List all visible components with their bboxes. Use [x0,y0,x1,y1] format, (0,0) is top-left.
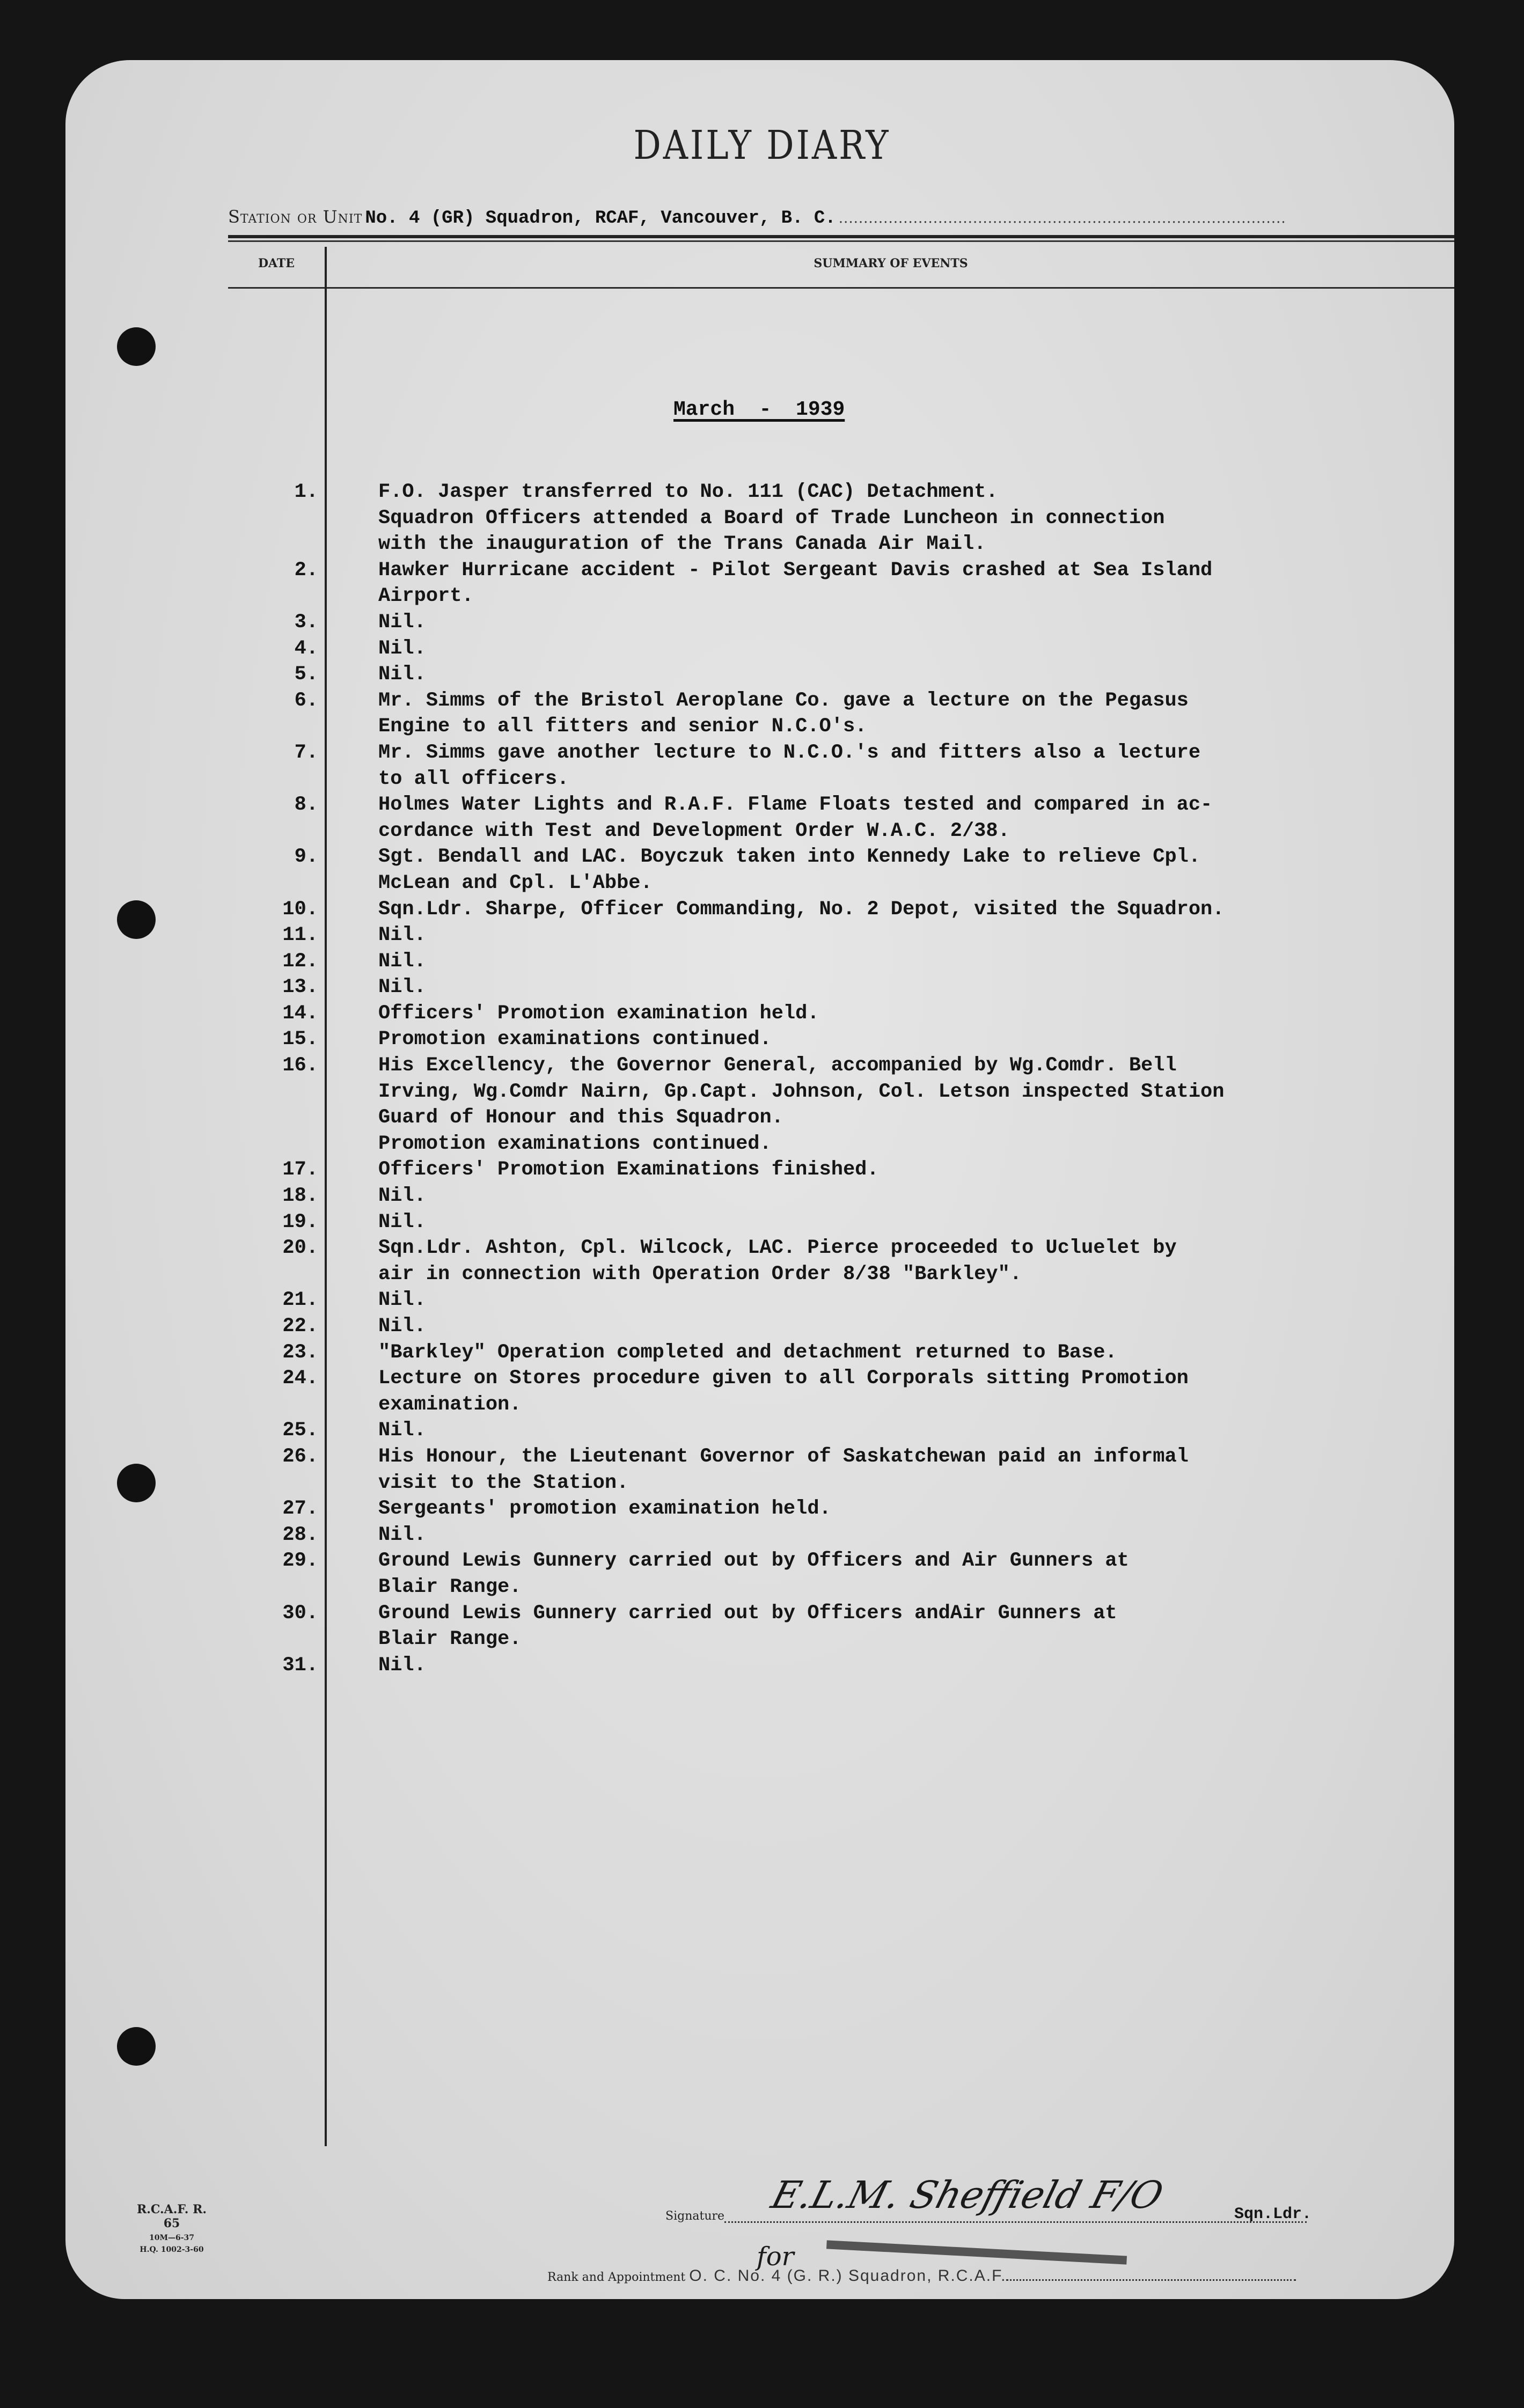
entry-line: Nil. [378,637,426,660]
entry-line: Engine to all fitters and senior N.C.O's. [378,715,867,738]
diary-entry [228,1026,1409,1053]
diary-entry [228,662,1409,688]
diary-entry [228,922,1409,949]
entry-line: Officers' Promotion Examinations finished. [378,1158,879,1181]
entry-summary [378,1418,426,1444]
entry-line: Blair Range. [378,1575,522,1598]
month-heading: March - 1939 [673,398,845,421]
entry-line: air in connection with Operation Order 8/38 "Barkley". [378,1262,1022,1286]
form-number: R.C.A.F. R. 65 [136,2203,207,2230]
entry-line: Ground Lewis Gunnery carried out by Officers and Air Gunners at [378,1550,1129,1573]
entry-line: Nil. [378,1315,426,1338]
entry-date: 3. [294,611,318,634]
entry-date: 27. [282,1497,318,1521]
print-code: 10M—6-37 [149,2234,194,2242]
entry-date: 26. [282,1445,318,1468]
entry-summary [378,610,426,636]
entry-summary [378,1313,426,1340]
entry-date: 30. [282,1602,318,1625]
diary-entry [228,1235,1409,1287]
entry-summary [378,922,426,949]
diary-entry [228,479,1409,557]
entry-date: 17. [282,1158,318,1181]
entry-line: Guard of Honour and this Squadron. [378,1106,783,1129]
entry-summary [378,662,426,688]
entry-summary [378,897,1224,923]
diary-entry [228,1001,1409,1027]
entry-date: 6. [294,689,318,712]
entry-summary [378,688,1189,740]
hq-code: H.Q. 1002-3-60 [140,2245,204,2254]
entry-line: examination. [378,1393,522,1416]
entry-summary [378,1001,819,1027]
diary-entry [228,1157,1409,1183]
diary-entry [228,1053,1409,1157]
entry-summary [378,1157,879,1183]
diary-entry [228,844,1409,896]
entry-summary [378,1653,426,1679]
diary-entry [228,974,1409,1001]
punch-hole [117,1464,156,1502]
entry-summary [378,844,1200,896]
entry-line: with the inauguration of the Trans Canada Air Mail. [378,533,986,556]
entry-summary [378,1053,1224,1157]
form-title: DAILY DIARY [633,123,891,169]
entry-summary [378,636,426,662]
rank-dots [1006,2274,1296,2281]
entry-line: Blair Range. [378,1628,522,1651]
entry-line: Nil. [378,1654,426,1677]
punch-hole [117,2027,156,2066]
entry-line: Lecture on Stores procedure given to all Corporals sitting Promotion [378,1367,1189,1390]
entry-line: Nil. [378,1210,426,1234]
entry-line: Nil. [378,924,426,947]
entry-summary [378,1601,1117,1653]
diary-entry [228,1418,1409,1444]
entry-date: 9. [294,846,318,869]
entry-line: Officers' Promotion examination held. [378,1002,819,1025]
form-identifier [134,2203,209,2254]
entry-date: 31. [282,1654,318,1677]
entry-summary [378,949,426,975]
diary-entry [228,1496,1409,1522]
entry-date: 5. [294,663,318,686]
entry-date: 24. [282,1367,318,1390]
entry-date: 20. [282,1237,318,1260]
entry-line: Nil. [378,1185,426,1208]
entry-summary [378,1340,1117,1366]
entry-summary [378,1287,426,1313]
entry-date: 29. [282,1550,318,1573]
entry-date: 15. [282,1028,318,1051]
entry-line: Airport. [378,585,474,608]
entry-date: 23. [282,1341,318,1364]
diary-entry [228,1365,1409,1418]
diary-entry [228,1444,1409,1496]
entry-line: McLean and Cpl. L'Abbe. [378,871,653,894]
diary-entry [228,1340,1409,1366]
entry-line: His Honour, the Lieutenant Governor of Saskatchewan paid an informal [378,1445,1189,1468]
entry-line: Sgt. Bendall and LAC. Boyczuk taken into Kennedy Lake to relieve Cpl. [378,846,1201,869]
entry-line: Nil. [378,1419,426,1442]
rank-value: O. C. No. 4 (G. R.) Squadron, R.C.A.F. [689,2267,1007,2285]
handwritten-for: for [757,2242,794,2272]
diary-entry [228,636,1409,662]
entry-summary [378,1026,772,1053]
rank-label: Rank and Appointment [547,2271,686,2284]
entry-line: Sqn.Ldr. Sharpe, Officer Commanding, No. 2 Depot, visited the Squadron. [378,898,1225,921]
entry-line: Promotion examinations continued. [378,1132,772,1155]
entry-line: Promotion examinations continued. [378,1028,772,1051]
punch-hole [117,900,156,939]
header-rule [228,235,1454,238]
entry-summary [378,1548,1129,1600]
entry-line: visit to the Station. [378,1471,629,1494]
entry-line: Sqn.Ldr. Ashton, Cpl. Wilcock, LAC. Pierce proceeded to Ucluelet by [378,1237,1177,1260]
diary-entry [228,740,1409,792]
diary-entry [228,1601,1409,1653]
entry-date: 7. [294,741,318,764]
diary-entry [228,688,1409,740]
entry-line: Mr. Simms of the Bristol Aeroplane Co. gave a lecture on the Pegasus [378,689,1189,712]
entry-date: 28. [282,1523,318,1546]
entry-date: 18. [282,1185,318,1208]
rank-appointment-line [547,2267,1296,2285]
entry-line: Ground Lewis Gunnery carried out by Officers andAir Gunners at [378,1602,1117,1625]
diary-entry [228,557,1409,610]
diary-entry [228,1548,1409,1600]
entry-line: Nil. [378,950,426,973]
entry-date: 19. [282,1210,318,1234]
entry-line: F.O. Jasper transferred to No. 111 (CAC) Detachment. [378,481,998,503]
diary-entry [228,1209,1409,1236]
entry-summary [378,557,1212,610]
station-label: Station or Unit [228,207,363,227]
entry-line: to all officers. [378,767,569,790]
entry-summary [378,1183,426,1209]
entry-summary [378,1235,1177,1287]
entry-date: 22. [282,1315,318,1338]
entry-line: Squadron Officers attended a Board of Trade Luncheon in connection [378,506,1165,530]
entry-line: Holmes Water Lights and R.A.F. Flame Floats tested and compared in ac- [378,794,1213,817]
entry-line: Nil. [378,1289,426,1312]
entry-line: His Excellency, the Governor General, accompanied by Wg.Comdr. Bell [378,1054,1177,1077]
entry-date: 2. [294,559,318,582]
column-header-rule [228,287,1454,289]
diary-entry [228,1653,1409,1679]
entry-date: 14. [282,1002,318,1025]
entry-summary [378,1496,831,1522]
entry-summary [378,740,1200,792]
entry-line: Nil. [378,611,426,634]
entry-line: "Barkley" Operation completed and detachment returned to Base. [378,1341,1117,1364]
station-field [228,207,1355,229]
entry-line: Nil. [378,663,426,686]
diary-entry [228,792,1409,844]
entry-date: 16. [282,1054,318,1077]
entry-date: 25. [282,1419,318,1442]
entry-summary [378,974,426,1001]
station-dots: .......................................................................................... [838,210,1286,226]
diary-entries [228,479,1409,1678]
entry-date: 4. [294,637,318,660]
entry-summary [378,792,1212,844]
diary-entry [228,1313,1409,1340]
entry-line: Nil. [378,1523,426,1546]
signature-label: Signature [665,2209,725,2223]
entry-summary [378,1444,1189,1496]
entry-date: 13. [282,976,318,999]
station-value: No. 4 (GR) Squadron, RCAF, Vancouver, B. C. [365,208,836,229]
entry-date: 12. [282,950,318,973]
date-column-header: DATE [258,256,295,270]
signature-rank: Sqn.Ldr. [1234,2205,1312,2223]
entry-date: 8. [294,794,318,817]
diary-entry [228,1287,1409,1313]
entry-summary [378,479,1164,557]
entry-line: Nil. [378,976,426,999]
entry-date: 1. [294,481,318,503]
punch-hole [117,327,156,366]
entry-line: Hawker Hurricane accident - Pilot Sergeant Davis crashed at Sea Island [378,559,1213,582]
summary-column-header: SUMMARY OF EVENTS [814,256,968,270]
entry-date: 11. [282,924,318,947]
entry-date: 10. [282,898,318,921]
entry-line: cordance with Test and Development Order W.A.C. 2/38. [378,819,1010,842]
diary-entry [228,1183,1409,1209]
entry-summary [378,1365,1189,1418]
entry-line: Mr. Simms gave another lecture to N.C.O.'s and fitters also a lecture [378,741,1201,764]
entry-line: Sergeants' promotion examination held. [378,1497,831,1521]
diary-entry [228,610,1409,636]
diary-entry [228,949,1409,975]
diary-entry [228,1522,1409,1548]
entry-summary [378,1522,426,1548]
header-rule-secondary [228,240,1454,242]
entry-summary [378,1209,426,1236]
diary-entry [228,897,1409,923]
entry-date: 21. [282,1289,318,1312]
handwritten-signature: E.L.M. Sheffield F/O [767,2173,1168,2217]
entry-line: Irving, Wg.Comdr Nairn, Gp.Capt. Johnson, Col. Letson inspected Station [378,1080,1225,1103]
